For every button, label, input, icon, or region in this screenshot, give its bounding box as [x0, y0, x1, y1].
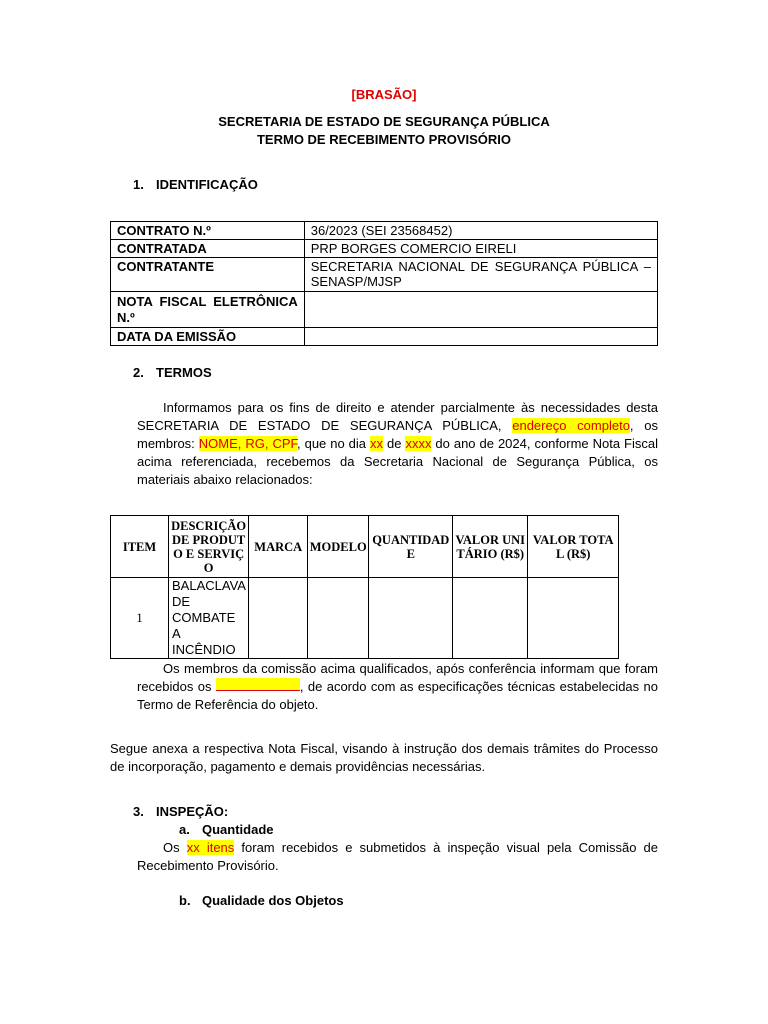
- table-row: [111, 328, 658, 346]
- blank-fill-field[interactable]: [216, 678, 300, 691]
- header-valor-unitario: VALOR UNITÁRIO (R$): [453, 516, 528, 578]
- contrato-value: 36/2023 (SEI 23568452): [304, 222, 657, 240]
- highlight-dia: xx: [370, 436, 384, 451]
- table-row: [111, 240, 658, 258]
- paragraph-informamos: [137, 399, 658, 489]
- data-emissao-label: DATA DA EMISSÃO: [111, 328, 305, 346]
- header-descricao: DESCRIÇÃO DE PRODUTO E SERVIÇO: [169, 516, 249, 578]
- subsection-a-letter: a.: [179, 822, 190, 837]
- subsection-b-letter: b.: [179, 893, 191, 908]
- qa-text-a: Os: [163, 840, 187, 855]
- qa-text-b: foram recebidos e submetidos à inspeção visual pela Comissão de Recebimento Provisório.: [137, 840, 658, 873]
- p2-text-a: Os membros da comissão acima qualificados, após conferência informam que foram recebidos os: [137, 661, 658, 694]
- table-row: [111, 222, 658, 240]
- p1-text-b: , os membros:: [137, 418, 658, 451]
- header-item: ITEM: [111, 516, 169, 578]
- cell-valor-unitario: [453, 578, 528, 659]
- table-row: [111, 292, 658, 328]
- header-marca: MARCA: [249, 516, 308, 578]
- cell-modelo: [308, 578, 369, 659]
- p1-text-c: , que no dia: [297, 436, 371, 451]
- contratada-label: CONTRATADA: [111, 240, 305, 258]
- contratada-value: PRP BORGES COMERCIO EIRELI: [304, 240, 657, 258]
- highlight-xx-itens: xx itens: [186, 840, 235, 855]
- table-header-row: [111, 516, 619, 578]
- p1-text-a: Informamos para os fins de direito e atender parcialmente às necessidades desta SECRETARIA DE ESTADO DE SEGURANÇA PÚBLICA,: [137, 400, 658, 433]
- contrato-label: CONTRATO N.º: [111, 222, 305, 240]
- p2-text-b: , de acordo com as especificações técnicas estabelecidas no Termo de Referência do objeto.: [137, 679, 658, 712]
- cell-descricao: BALACLAVA DE COMBATE A INCÊNDIO: [169, 578, 249, 659]
- contratante-value: SECRETARIA NACIONAL DE SEGURANÇA PÚBLICA – SENASP/MJSP: [304, 258, 657, 292]
- cell-marca: [249, 578, 308, 659]
- nota-fiscal-value: [304, 292, 657, 328]
- paragraph-segue-anexa: Segue anexa a respectiva Nota Fiscal, visando à instrução dos demais trâmites do Processo de incorporação, pagamento e demais providências necessárias.: [110, 741, 658, 774]
- contratante-label: CONTRATANTE: [111, 258, 305, 292]
- p1-text-e: do ano de 2024, conforme Nota Fiscal acima referenciada, recebemos da Secretaria Nacional de Segurança Pública, os materiais abaixo relacionados:: [137, 436, 658, 487]
- section-1-title: IDENTIFICAÇÃO: [156, 177, 258, 192]
- subsection-a-title: Quantidade: [202, 822, 274, 837]
- table-row: [111, 578, 619, 659]
- subsection-b-title: Qualidade dos Objetos: [202, 893, 344, 908]
- header-quantidade: QUANTIDADE: [369, 516, 453, 578]
- header-modelo: MODELO: [308, 516, 369, 578]
- nota-fiscal-label: NOTA FISCAL ELETRÔNICA N.º: [111, 292, 305, 328]
- section-2-title: TERMOS: [156, 365, 212, 380]
- section-3-number: 3.: [133, 804, 144, 819]
- section-2-number: 2.: [133, 365, 144, 380]
- header-valor-total: VALOR TOTAL (R$): [528, 516, 619, 578]
- highlight-endereco: endereço completo: [512, 418, 630, 433]
- p1-text-d: de: [383, 436, 406, 451]
- document-title: TERMO DE RECEBIMENTO PROVISÓRIO: [256, 132, 511, 147]
- header-secretaria: SECRETARIA DE ESTADO DE SEGURANÇA PÚBLICA: [218, 114, 550, 129]
- paragraph-quantidade: [137, 839, 658, 875]
- items-table: [110, 515, 619, 659]
- cell-quantidade: [369, 578, 453, 659]
- section-3-title: INSPEÇÃO:: [156, 804, 229, 819]
- table-row: [111, 258, 658, 292]
- section-1-number: 1.: [133, 177, 144, 192]
- brasao-placeholder: [BRASÃO]: [351, 87, 417, 102]
- highlight-mes: xxxx: [405, 436, 432, 451]
- identification-table: [110, 221, 658, 346]
- data-emissao-value: [304, 328, 657, 346]
- cell-item: 1: [111, 578, 169, 659]
- highlight-nome-rg-cpf: NOME, RG, CPF: [198, 436, 297, 451]
- cell-valor-total: [528, 578, 619, 659]
- paragraph-comissao: [137, 660, 658, 714]
